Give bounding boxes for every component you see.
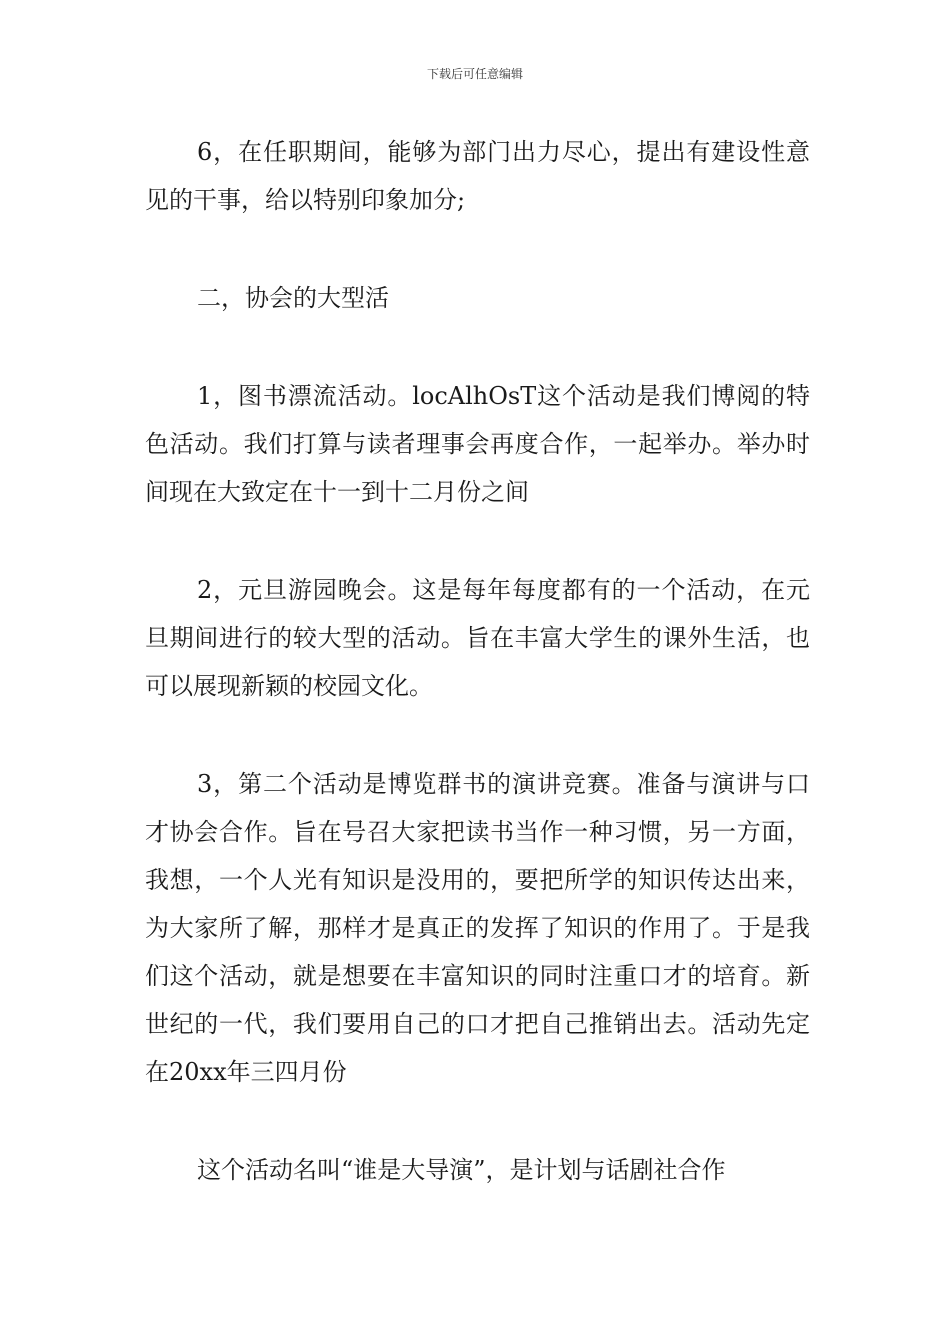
- paragraph-activity-director: 这个活动名叫“谁是大导演”，是计划与话剧社合作: [197, 1156, 726, 1184]
- paragraph-activity-new-year-gala: 2，元旦游园晚会。这是每年每度都有的一个活动，在元旦期间进行的较大型的活动。旨在丰富大学生的课外生活，也可以展现新颖的校园文化。: [145, 576, 810, 700]
- header-note: 下载后可任意编辑: [426, 67, 523, 81]
- paragraph-activity-book-drift: 1，图书漂流活动。locAlhOsT这个活动是我们博阅的特色活动。我们打算与读者理事会再度合作，一起举办。举办时间现在大致定在十一到十二月份之间: [145, 382, 810, 506]
- paragraph-activity-speech-contest: 3，第二个活动是博览群书的演讲竞赛。准备与演讲与口才协会合作。旨在号召大家把读书当作一种习惯，另一方面，我想，一个人光有知识是没用的，要把所学的知识传达出来，为大家所了解，那样才是真正的发挥了知识的作用了。于是我们这个活动，就是想要在丰富知识的同时注重口才的培育。新世纪的一代，我们要用自己的口才把自己推销出去。活动先定在20xx年三四月份: [145, 770, 810, 1086]
- document-body: [145, 128, 810, 1194]
- section-heading-major-activities: 二，协会的大型活: [197, 284, 389, 312]
- paragraph-evaluation-item-6: 6，在任职期间，能够为部门出力尽心，提出有建设性意见的干事，给以特别印象加分;: [145, 138, 810, 214]
